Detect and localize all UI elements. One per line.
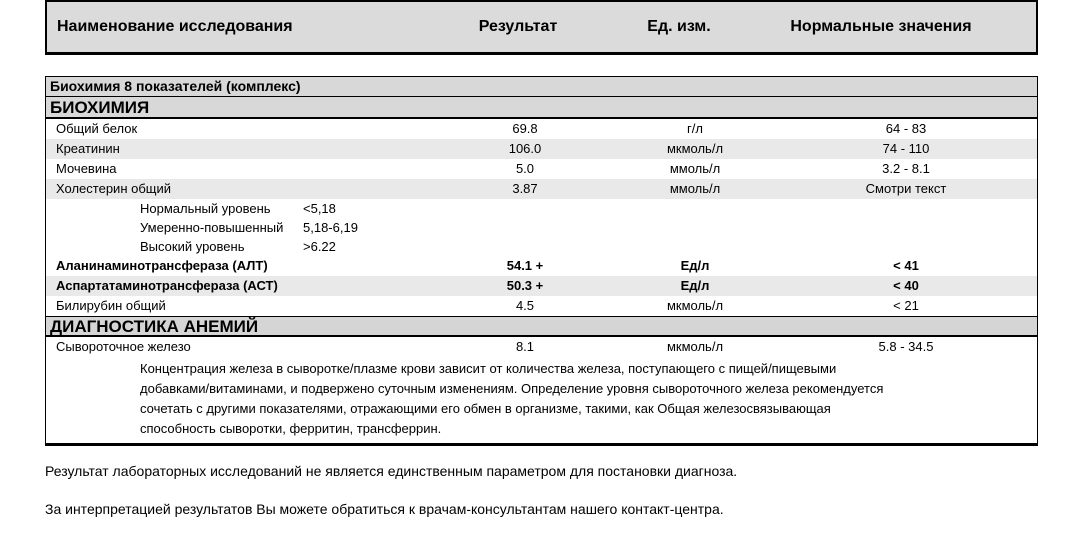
table-row <box>46 296 1037 316</box>
test-name: Общий белок <box>56 121 138 136</box>
interpretation-text: За интерпретацией результатов Вы можете обратиться к врачам-консультантам нашего контакт-центра. <box>45 501 724 517</box>
test-units: г/л <box>687 121 703 136</box>
level-label: Высокий уровень <box>140 239 245 254</box>
test-units: ммоль/л <box>669 161 721 176</box>
level-value: <5,18 <box>303 201 336 216</box>
table-row <box>46 256 1037 276</box>
test-result: 54.1 + <box>506 258 544 273</box>
column-header-units: Ед. изм. <box>647 18 711 35</box>
table-row <box>46 139 1037 159</box>
test-normal: 5.8 - 34.5 <box>878 339 934 354</box>
test-result: 3.87 <box>512 181 538 196</box>
test-normal: 3.2 - 8.1 <box>882 161 930 176</box>
note-line: способность сыворотки, ферритин, трансферрин. <box>140 421 442 436</box>
test-units: мкмоль/л <box>666 298 724 313</box>
table-row <box>46 337 1037 357</box>
iron-comment-note <box>46 357 1037 443</box>
test-result: 5.0 <box>515 161 535 176</box>
column-header-normal: Нормальные значения <box>790 18 972 35</box>
disclaimer-text: Результат лабораторных исследований не является единственным параметром для постановки диагноза. <box>45 463 738 479</box>
table-row <box>46 179 1037 199</box>
table-row <box>46 159 1037 179</box>
column-header-result: Результат <box>478 18 558 35</box>
cholesterol-level-row <box>46 237 1037 256</box>
test-units: мкмоль/л <box>666 141 724 156</box>
test-normal: < 41 <box>893 258 919 273</box>
test-normal: < 40 <box>893 278 919 293</box>
level-label: Нормальный уровень <box>140 201 271 216</box>
column-header-row <box>45 0 1038 55</box>
panel-title: Биохимия 8 показателей (комплекс) <box>46 77 1037 97</box>
test-result: 106.0 <box>508 141 542 156</box>
results-table <box>45 76 1038 446</box>
table-row <box>46 276 1037 296</box>
test-normal: < 21 <box>893 298 919 313</box>
column-header-test-name: Наименование исследования <box>57 18 293 35</box>
test-normal: Смотри текст <box>865 181 947 196</box>
test-name: Мочевина <box>56 161 117 176</box>
note-line: добавками/витаминами, и подвержено суточным изменениям. Определение уровня сывороточного железа рекомендуется <box>140 381 884 396</box>
test-units: ммоль/л <box>669 181 721 196</box>
test-units: мкмоль/л <box>666 339 724 354</box>
note-line: Концентрация железа в сыворотке/плазме крови зависит от количества железа, поступающего с пищей/пищевыми <box>140 361 837 376</box>
test-name: Креатинин <box>56 141 120 156</box>
level-value: >6.22 <box>303 239 336 254</box>
section-title-anemia: ДИАГНОСТИКА АНЕМИЙ <box>46 316 1037 337</box>
test-result: 50.3 + <box>506 278 544 293</box>
cholesterol-level-row <box>46 199 1037 218</box>
test-units: Ед/л <box>680 258 710 273</box>
level-value: 5,18-6,19 <box>303 220 358 235</box>
test-result: 8.1 <box>515 339 535 354</box>
section-title-biochemistry: БИОХИМИЯ <box>46 97 1037 119</box>
note-line: сочетать с другими показателями, отражающими его обмен в организме, такими, как Общая железосвязывающая <box>140 401 831 416</box>
test-units: Ед/л <box>680 278 710 293</box>
test-name: Аланинаминотрансфераза (АЛТ) <box>56 258 268 273</box>
table-row <box>46 119 1037 139</box>
test-normal: 74 - 110 <box>882 141 930 156</box>
test-name: Аспартатаминотрансфераза (АСТ) <box>56 278 278 293</box>
test-name: Сывороточное железо <box>56 339 191 354</box>
test-result: 4.5 <box>515 298 535 313</box>
test-name: Холестерин общий <box>56 181 172 196</box>
report-content <box>45 0 1038 517</box>
test-result: 69.8 <box>512 121 538 136</box>
test-name: Билирубин общий <box>56 298 166 313</box>
test-normal: 64 - 83 <box>885 121 927 136</box>
level-label: Умеренно-повышенный <box>140 220 284 235</box>
cholesterol-level-row <box>46 218 1037 237</box>
